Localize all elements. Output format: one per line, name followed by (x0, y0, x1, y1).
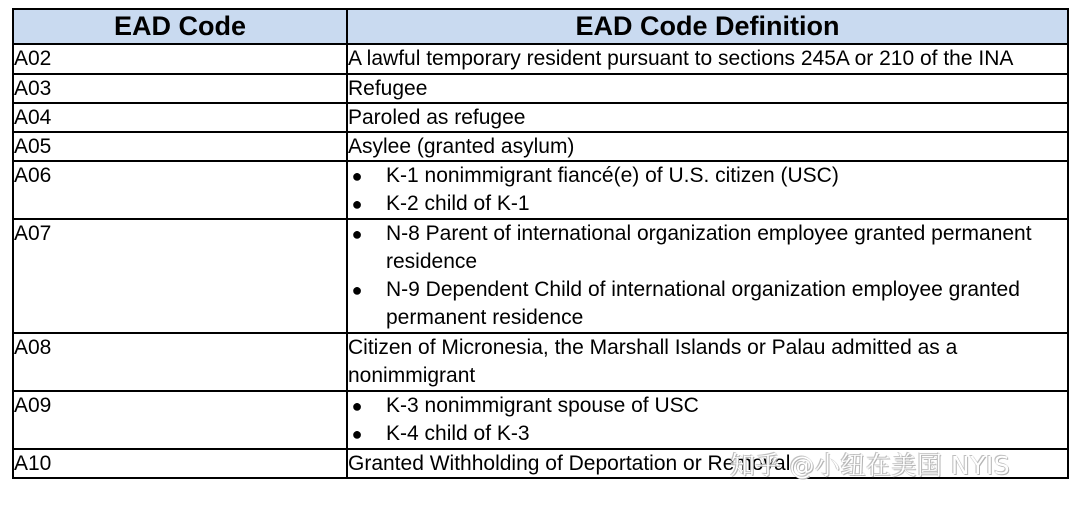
watermark: 知乎 @小纽在美国 NYIS (730, 451, 1011, 480)
list-item (348, 392, 1067, 420)
code-cell: A06 (13, 161, 347, 219)
bullet-icon: ● (351, 280, 363, 300)
table-row (13, 44, 1068, 74)
bullet-icon: ● (351, 424, 363, 444)
list-item (348, 276, 1067, 332)
list-item-text: K-3 nonimmigrant spouse of USC (386, 394, 699, 417)
table-row (13, 219, 1068, 333)
bullet-icon: ● (351, 194, 363, 214)
definition-cell: A lawful temporary resident pursuant to sections 245A or 210 of the INA (347, 44, 1068, 74)
definition-cell: Granted Withholding of Deportation or Removal (347, 449, 1068, 478)
list-item-text: K-2 child of K-1 (386, 192, 530, 215)
list-item-text: K-4 child of K-3 (386, 422, 530, 445)
definition-cell (347, 219, 1068, 333)
table-row (13, 333, 1068, 391)
table-row (13, 391, 1068, 449)
list-item-text: N-8 Parent of international organization employee granted permanent residence (386, 222, 1032, 273)
definition-cell: Refugee (347, 74, 1068, 103)
bullet-icon: ● (351, 224, 363, 244)
definition-cell: Paroled as refugee (347, 103, 1068, 132)
code-cell: A08 (13, 333, 347, 391)
code-cell: A02 (13, 44, 347, 74)
list-item (348, 220, 1067, 276)
list-item (348, 190, 1067, 218)
bullet-list (348, 392, 1067, 448)
list-item-text: K-1 nonimmigrant fiancé(e) of U.S. citizen (USC) (386, 164, 839, 187)
code-cell: A04 (13, 103, 347, 132)
definition-cell (347, 391, 1068, 449)
header-ead-code: EAD Code (13, 9, 347, 44)
definition-cell (347, 161, 1068, 219)
bullet-list (348, 220, 1067, 332)
header-ead-code-definition: EAD Code Definition (347, 9, 1068, 44)
code-cell: A07 (13, 219, 347, 333)
ead-code-table (12, 8, 1069, 479)
table-row (13, 103, 1068, 132)
definition-cell: Citizen of Micronesia, the Marshall Islands or Palau admitted as a nonimmigrant (347, 333, 1068, 391)
list-item-text: N-9 Dependent Child of international organization employee granted permanent residence (386, 278, 1020, 329)
code-cell: A05 (13, 132, 347, 161)
bullet-icon: ● (351, 166, 363, 186)
bullet-icon: ● (351, 396, 363, 416)
list-item (348, 420, 1067, 448)
definition-cell: Asylee (granted asylum) (347, 132, 1068, 161)
list-item (348, 162, 1067, 190)
bullet-list (348, 162, 1067, 218)
code-cell: A03 (13, 74, 347, 103)
code-cell: A10 (13, 449, 347, 478)
header-row (13, 9, 1068, 44)
table-row (13, 132, 1068, 161)
code-cell: A09 (13, 391, 347, 449)
table-row (13, 161, 1068, 219)
table-row (13, 74, 1068, 103)
